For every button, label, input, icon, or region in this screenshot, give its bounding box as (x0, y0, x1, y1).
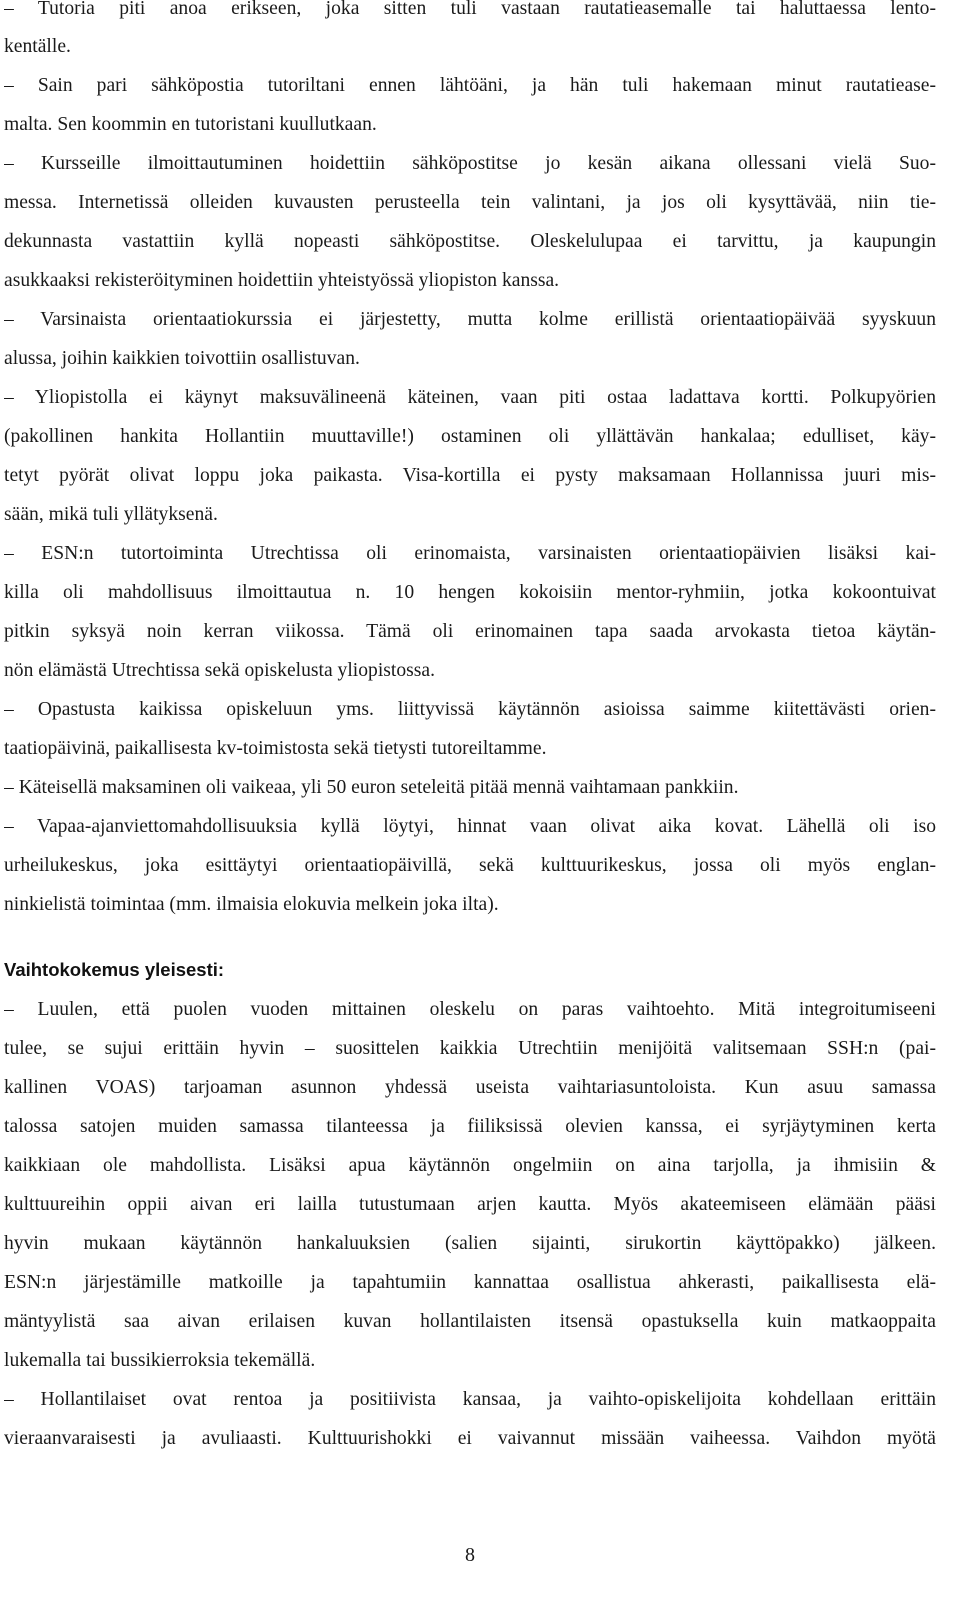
text-line: – Varsinaista orientaatiokurssia ei järjestetty, mutta kolme erillistä orientaatiopäivää syyskuun (4, 309, 936, 330)
text-line: tulee, se sujui erittäin hyvin – suosittelen kaikkia Utrechtiin menijöitä valitsemaan SSH:n (pai- (4, 1038, 936, 1059)
text-line: alussa, joihin kaikkien toivottiin osallistuvan. (4, 348, 360, 369)
text-line: nön elämästä Utrechtissa sekä opiskelusta yliopistossa. (4, 660, 435, 681)
text-line: kentälle. (4, 36, 71, 57)
text-line: dekunnasta vastattiin kyllä nopeasti sähköpostitse. Oleskelulupaa ei tarvittu, ja kaupungin (4, 231, 936, 252)
text-line: – Kursseille ilmoittautuminen hoidettiin sähköpostitse jo kesän aikana ollessani vielä Suo- (4, 153, 936, 174)
text-line: – Luulen, että puolen vuoden mittainen oleskelu on paras vaihtoehto. Mitä integroitumiseeni (4, 999, 936, 1020)
text-line: – Hollantilaiset ovat rentoa ja positiivista kansaa, ja vaihto-opiskelijoita kohdellaan erittäin (4, 1389, 936, 1410)
text-line: kaikkiaan ole mahdollista. Lisäksi apua käytännön ongelmiin on aina tarjolla, ja ihmisiin & (4, 1155, 936, 1176)
text-line: asukkaaksi rekisteröityminen hoidettiin yhteistyössä yliopiston kanssa. (4, 270, 560, 291)
text-line: urheilukeskus, joka esittäytyi orientaatiopäivillä, sekä kulttuurikeskus, jossa oli myös englan- (4, 855, 936, 876)
text-line: – Tutoria piti anoa erikseen, joka sitten tuli vastaan rautatieasemalle tai haluttaessa lento- (4, 0, 936, 19)
text-line: – Sain pari sähköpostia tutoriltani ennen lähtöäni, ja hän tuli hakemaan minut rautatiease- (4, 75, 936, 96)
text-line: talossa satojen muiden samassa tilanteessa ja fiiliksissä olevien kanssa, ei syrjäytyminen kerta (4, 1116, 936, 1137)
text-line: ESN:n järjestämille matkoille ja tapahtumiin kannattaa osallistua ahkerasti, paikallisesta elä- (4, 1272, 936, 1293)
text-line: malta. Sen koommin en tutoristani kuullutkaan. (4, 114, 377, 135)
text-line: sään, mikä tuli yllätyksenä. (4, 504, 218, 525)
text-line: – Vapaa-ajanviettomahdollisuuksia kyllä löytyi, hinnat vaan olivat aika kovat. Lähellä oli iso (4, 816, 936, 837)
text-line: tetyt pyörät olivat loppu joka paikasta. Visa-kortilla ei pysty maksamaan Hollannissa juuri mis- (4, 465, 936, 486)
section-heading: Vaihtokokemus yleisesti: (4, 959, 225, 980)
text-line: killa oli mahdollisuus ilmoittautua n. 10 hengen kokoisiin mentor-ryhmiin, jotka kokoontuivat (4, 582, 936, 603)
text-line: pitkin syksyä noin kerran viikossa. Tämä oli erinomainen tapa saada arvokasta tietoa käytän- (4, 621, 936, 642)
text-line: – Opastusta kaikissa opiskeluun yms. liittyvissä käytännön asioissa saimme kiitettävästi orien- (4, 699, 936, 720)
page-number: 8 (465, 1544, 475, 1566)
text-line: messa. Internetissä olleiden kuvausten perusteella tein valintani, ja jos oli kysyttävää, niin tie- (4, 192, 936, 213)
text-line: ninkielistä toimintaa (mm. ilmaisia elokuvia melkein joka ilta). (4, 894, 499, 915)
text-line: – ESN:n tutortoiminta Utrechtissa oli erinomaista, varsinaisten orientaatiopäivien lisäksi kai- (4, 543, 936, 564)
text-line: lukemalla tai bussikierroksia tekemällä. (4, 1350, 316, 1371)
text-line: – Käteisellä maksaminen oli vaikeaa, yli 50 euron seteleitä pitää mennä vaihtamaan pankkiin. (4, 777, 739, 798)
text-line: mäntyylistä saa aivan erilaisen kuvan hollantilaisten itsensä opastuksella kuin matkaoppaita (4, 1311, 936, 1332)
text-line: taatiopäivinä, paikallisesta kv-toimistosta sekä tietysti tutoreiltamme. (4, 738, 547, 759)
text-line: – Yliopistolla ei käynyt maksuvälineenä käteinen, vaan piti ostaa ladattava kortti. Polkupyörien (4, 387, 936, 408)
text-line: kulttuureihin oppii aivan eri lailla tutustumaan arjen kautta. Myös akateemiseen elämään pääsi (4, 1194, 936, 1215)
text-line: (pakollinen hankita Hollantiin muuttaville!) ostaminen oli yllättävän hankalaa; edulliset, käy- (4, 426, 936, 447)
text-line: vieraanvaraisesti ja avuliaasti. Kulttuurishokki ei vaivannut missään vaiheessa. Vaihdon myötä (4, 1428, 936, 1449)
text-line: hyvin mukaan käytännön hankaluuksien (salien sijainti, sirukortin käyttöpakko) jälkeen. (4, 1233, 936, 1254)
text-line: kallinen VOAS) tarjoaman asunnon yhdessä useista vaihtariasuntoloista. Kun asuu samassa (4, 1077, 936, 1098)
